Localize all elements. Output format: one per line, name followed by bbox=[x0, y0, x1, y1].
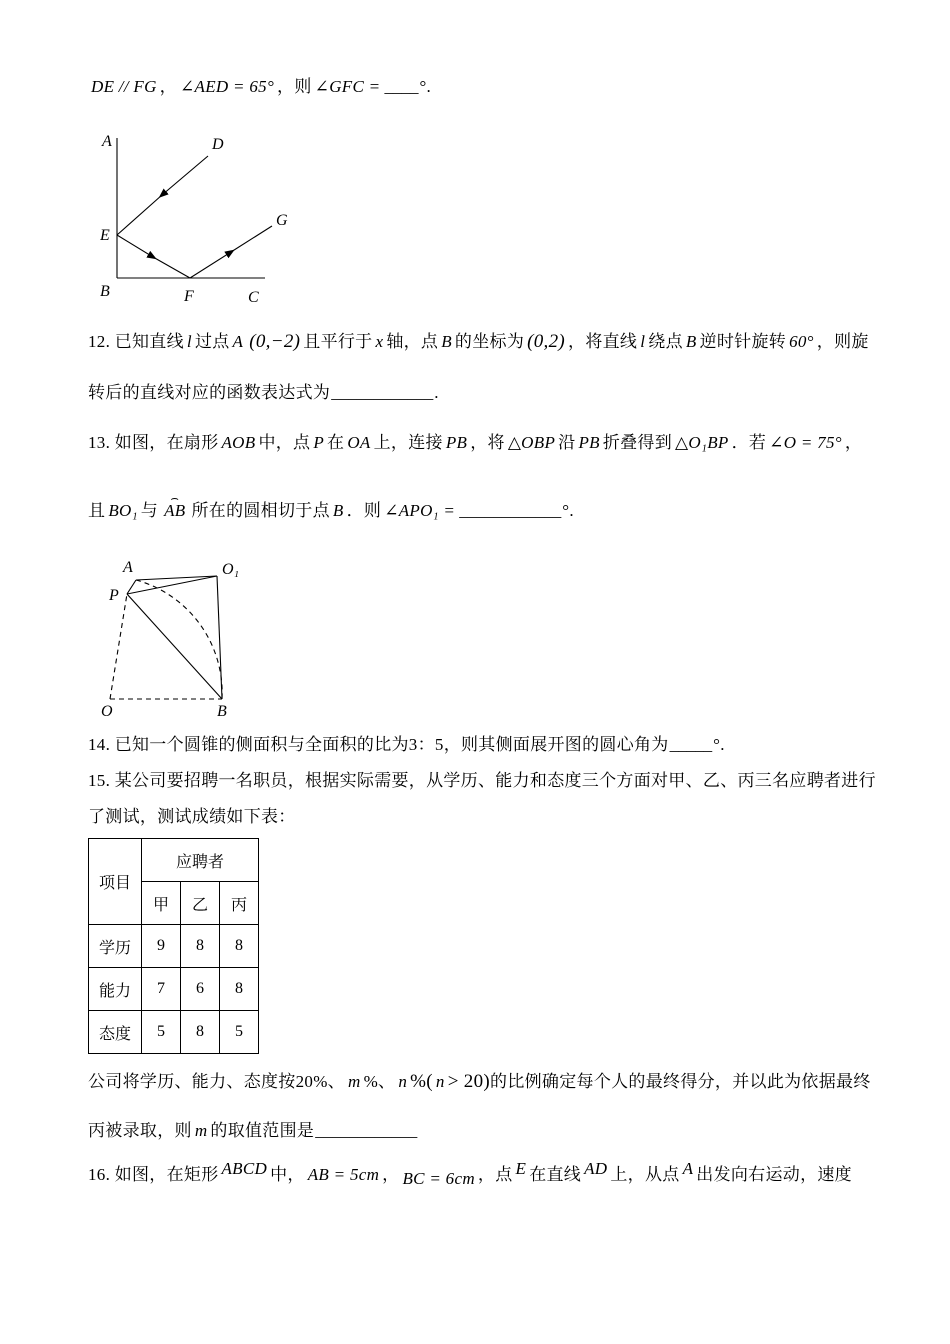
problem-13-line-1 bbox=[88, 432, 862, 453]
problem-11-statement bbox=[88, 76, 431, 97]
label-B: B bbox=[100, 283, 110, 300]
text-seg: 14. 已知一个圆锥的侧面积与全面积的比为3：5，则其侧面展开图的圆心角为 bbox=[88, 735, 669, 754]
label-C: C bbox=[248, 289, 259, 306]
math-seg: E bbox=[515, 1159, 527, 1178]
table-row bbox=[89, 1011, 259, 1054]
math-seg: (0,2) bbox=[527, 331, 566, 352]
text-seg: ， bbox=[159, 77, 177, 96]
text-seg: 折叠得到 bbox=[602, 433, 673, 452]
text-seg: 出发向右运动，速度 bbox=[696, 1165, 852, 1184]
text-seg: 过点 bbox=[194, 332, 230, 351]
text-seg: ， bbox=[382, 1165, 400, 1184]
answer-blank: _____ bbox=[669, 735, 713, 754]
math-seg: A bbox=[232, 332, 244, 351]
math-seg: 60° bbox=[789, 332, 814, 351]
cell-value: 7 bbox=[142, 968, 181, 1011]
segment-DE-arrow bbox=[117, 156, 208, 235]
table-col-jia: 甲 bbox=[142, 882, 181, 925]
arc-symbol: ⌢ bbox=[170, 490, 180, 505]
text-seg: 中， bbox=[270, 1165, 305, 1184]
math-seg: DE // FG bbox=[91, 77, 157, 96]
answer-blank: ____________ bbox=[459, 501, 562, 520]
text-seg: 绕点 bbox=[648, 332, 683, 351]
label-O1: O₁ bbox=[222, 561, 240, 578]
answer-blank: ____________ bbox=[315, 1121, 418, 1140]
text-seg: %( bbox=[410, 1071, 433, 1092]
text-seg: 且平行于 bbox=[303, 332, 373, 351]
math-seg: P bbox=[313, 433, 325, 452]
text-seg: °. bbox=[419, 77, 432, 96]
math-seg: B bbox=[332, 501, 344, 520]
text-seg: 的取值范围是 bbox=[210, 1121, 315, 1140]
math-seg: AB = 5cm bbox=[307, 1165, 380, 1184]
row-label-attitude: 态度 bbox=[89, 1011, 142, 1054]
label-A: A bbox=[123, 559, 133, 576]
cell-value: 8 bbox=[181, 925, 220, 968]
math-seg: ∠O = 75° bbox=[769, 433, 842, 452]
text-seg: 在 bbox=[327, 433, 345, 452]
math-seg: A bbox=[682, 1159, 694, 1178]
arc-AB-dashed bbox=[136, 580, 222, 699]
label-D: D bbox=[212, 136, 224, 153]
math-seg: n bbox=[398, 1072, 408, 1091]
table-header-applicant: 应聘者 bbox=[142, 839, 259, 882]
text-seg: 13. 如图，在扇形 bbox=[88, 433, 219, 452]
math-seg: ∠AED = 65° bbox=[179, 77, 275, 96]
text-seg: 中，点 bbox=[258, 433, 311, 452]
math-seg: PB bbox=[445, 433, 468, 452]
cell-value: 6 bbox=[181, 968, 220, 1011]
text-seg: 上，从点 bbox=[610, 1165, 680, 1184]
math-seg: n bbox=[435, 1072, 445, 1091]
math-seg: OA bbox=[347, 433, 371, 452]
table-col-bing: 丙 bbox=[220, 882, 259, 925]
figure-problem-13 bbox=[95, 552, 260, 727]
cell-value: 9 bbox=[142, 925, 181, 968]
figure-problem-11 bbox=[100, 133, 310, 313]
cell-value: 8 bbox=[220, 968, 259, 1011]
text-seg: 与 bbox=[140, 501, 159, 520]
text-seg: 12. 已知直线 bbox=[88, 332, 184, 351]
text-seg: %、 bbox=[363, 1072, 396, 1091]
text-seg: 在直线 bbox=[529, 1165, 582, 1184]
cell-value: 5 bbox=[220, 1011, 259, 1054]
text-seg: ，则旋 bbox=[816, 332, 869, 351]
text-seg: 且 bbox=[88, 501, 106, 520]
math-seg: AD bbox=[584, 1159, 608, 1178]
segment-OP-dashed bbox=[110, 594, 127, 699]
text-seg: 逆时针旋转 bbox=[699, 332, 787, 351]
text-seg: ．则 bbox=[346, 501, 382, 520]
label-O: O bbox=[101, 703, 113, 720]
text-seg: °. bbox=[713, 735, 725, 754]
text-seg: ，将直线 bbox=[568, 332, 638, 351]
text-seg: 轴，点 bbox=[386, 332, 439, 351]
label-E: E bbox=[100, 227, 110, 244]
math-seg: △O₁BP bbox=[675, 433, 729, 452]
text-seg: 20%、 bbox=[295, 1072, 345, 1091]
text-seg: . bbox=[434, 383, 439, 402]
table-col-yi: 乙 bbox=[181, 882, 220, 925]
table-header-project: 项目 bbox=[89, 839, 142, 925]
text-seg: °. bbox=[562, 501, 574, 520]
math-seg: B bbox=[441, 332, 452, 351]
row-label-ability: 能力 bbox=[89, 968, 142, 1011]
math-seg: △OBP bbox=[507, 433, 556, 452]
segment-PB bbox=[127, 594, 222, 699]
problem-15-line-2: 了测试，测试成绩如下表： bbox=[88, 807, 296, 826]
math-seg: m bbox=[347, 1072, 361, 1091]
math-seg: BC = 6cm bbox=[402, 1169, 475, 1188]
math-seg: PB bbox=[578, 433, 600, 452]
math-seg: l bbox=[640, 332, 646, 351]
text-seg: 公司将学历、能力、态度按 bbox=[88, 1072, 296, 1091]
segment-O1B bbox=[217, 576, 222, 699]
problem-16-statement bbox=[88, 1159, 852, 1188]
problem-15-line-4 bbox=[88, 1120, 418, 1141]
text-seg: 16. 如图，在矩形 bbox=[88, 1165, 219, 1184]
math-seg: ∠APO₁ = bbox=[384, 501, 456, 520]
problem-14-statement bbox=[88, 734, 725, 755]
arc-AB bbox=[161, 490, 188, 521]
cell-value: 8 bbox=[220, 925, 259, 968]
cell-value: 8 bbox=[181, 1011, 220, 1054]
answer-blank: ____ bbox=[384, 77, 419, 96]
segment-PA bbox=[127, 580, 136, 594]
arc-text: AB bbox=[164, 501, 186, 520]
problem-12-line-2 bbox=[88, 382, 439, 403]
math-seg: ∠GFC = bbox=[314, 77, 381, 96]
table-row bbox=[89, 968, 259, 1011]
text-seg: > 20) bbox=[447, 1071, 491, 1092]
problem-12-line-1 bbox=[88, 330, 869, 354]
problem-15-line-1: 15. 某公司要招聘一名职员，根据实际需要，从学历、能力和态度三个方面对甲、乙、丙三名应聘者进行 bbox=[88, 771, 876, 790]
label-F: F bbox=[184, 288, 194, 305]
math-seg: m bbox=[194, 1121, 208, 1140]
text-seg: 转后的直线对应的函数表达式为 bbox=[88, 383, 331, 402]
math-seg: B bbox=[685, 332, 697, 351]
answer-blank: ____________ bbox=[331, 383, 434, 402]
label-G: G bbox=[276, 212, 288, 229]
row-label-education: 学历 bbox=[89, 925, 142, 968]
problem-13-line-2 bbox=[88, 490, 574, 521]
math-seg: (0,−2) bbox=[249, 331, 301, 352]
text-seg: 丙被录取，则 bbox=[88, 1121, 192, 1140]
label-A: A bbox=[102, 133, 112, 150]
text-seg: ．若 bbox=[731, 433, 767, 452]
math-seg: ABCD bbox=[221, 1159, 268, 1178]
text-seg: 沿 bbox=[558, 433, 576, 452]
table-row bbox=[89, 925, 259, 968]
text-seg: ， bbox=[844, 433, 863, 452]
segment-FG-arrow bbox=[190, 226, 272, 278]
cell-value: 5 bbox=[142, 1011, 181, 1054]
math-seg: l bbox=[186, 332, 192, 351]
text-seg: ，将 bbox=[470, 433, 505, 452]
text-seg: ，点 bbox=[477, 1165, 513, 1184]
math-seg: x bbox=[375, 332, 384, 351]
score-table bbox=[88, 838, 259, 1054]
math-seg: BO₁ bbox=[108, 501, 138, 520]
table-row bbox=[89, 839, 259, 882]
segment-EF-arrow bbox=[117, 235, 190, 278]
label-B: B bbox=[217, 703, 227, 720]
text-seg: 上，连接 bbox=[373, 433, 443, 452]
text-seg: 所在的圆相切于点 bbox=[191, 501, 330, 520]
text-seg: ，则 bbox=[277, 77, 312, 96]
text-seg: 的比例确定每个人的最终得分，并以此为依据最终 bbox=[490, 1072, 871, 1091]
problem-15-line-3 bbox=[88, 1070, 871, 1094]
label-P: P bbox=[109, 587, 119, 604]
text-seg: 的坐标为 bbox=[454, 332, 525, 351]
math-seg: AOB bbox=[221, 433, 256, 452]
